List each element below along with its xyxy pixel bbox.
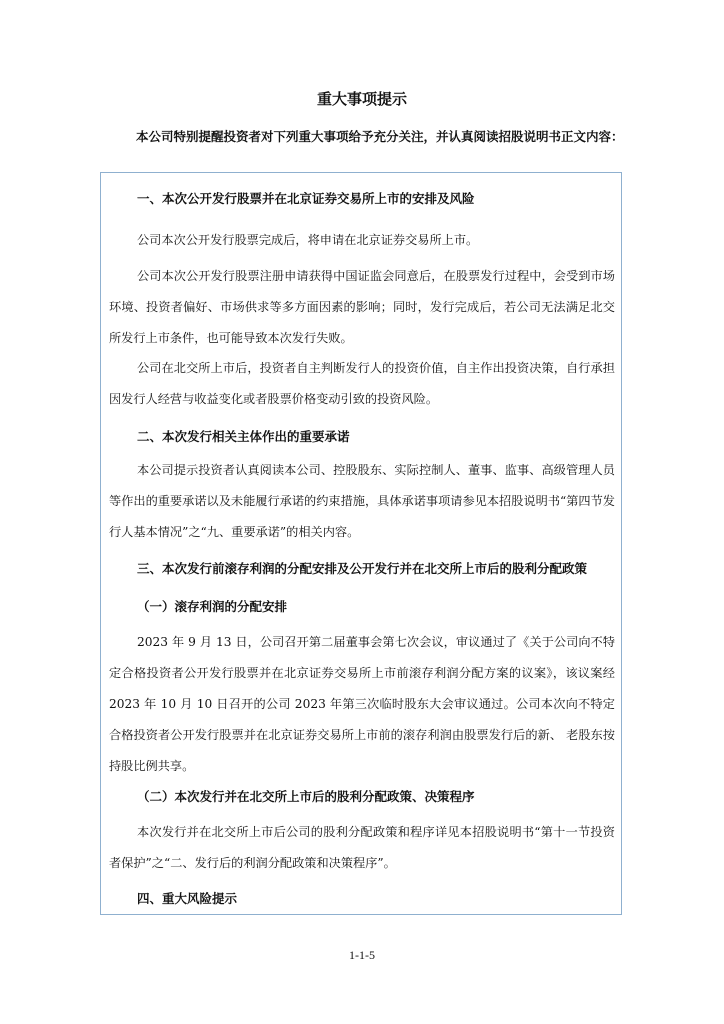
section-3-subheading-2: （二）本次发行并在北交所上市后的股利分配政策、决策程序 — [137, 789, 475, 804]
section-2-paragraph-1: 本公司提示投资者认真阅读本公司、控股股东、实际控制人、董事、监事、高级管理人员等作出的重要承诺以及未能履行承诺的约束措施，具体承诺事项请参见本招股说明书“第四节发行人基本情况”之“九、重要承诺”的相关内容。 — [109, 463, 615, 539]
content-box — [100, 172, 622, 915]
section-3-paragraph-2: 本次发行并在北交所上市后公司的股利分配政策和程序详见本招股说明书“第十一节投资者保护”之“二、发行后的利润分配政策和决策程序”。 — [109, 825, 615, 870]
section-2-heading: 二、本次发行相关主体作出的重要承诺 — [137, 429, 350, 444]
section-1-paragraph-1: 公司本次公开发行股票完成后，将申请在北京证券交易所上市。 — [137, 233, 479, 247]
section-3-heading: 三、本次发行前滚存利润的分配安排及公开发行并在北交所上市后的股利分配政策 — [137, 561, 588, 576]
section-1-paragraph-2: 公司本次公开发行股票注册申请获得中国证监会同意后，在股票发行过程中，会受到市场环境、投资者偏好、市场供求等多方面因素的影响；同时，发行完成后，若公司无法满足北交所发行上市条件，也可能导致本次发行失败。 — [109, 269, 615, 345]
page-title: 重大事项提示 — [316, 90, 407, 108]
section-3-paragraph-1: 2023 年 9 月 13 日，公司召开第二届董事会第七次会议，审议通过了《关于公司向不特定合格投资者公开发行股票并在北京证券交易所上市前滚存利润分配方案的议案》，该议案经 2023 年 10 月 10 日召开的公司 2023 年第三次临时股东大会审议通过。公司本次向不特定合格投资者公开发行股票并在北京证券交易所上市前的滚存利润由股票发行后的新、 老股东按持股比例共享。 — [109, 635, 615, 773]
section-1-heading: 一、本次公开发行股票并在北京证券交易所上市的安排及风险 — [137, 191, 475, 206]
section-3-subheading-1: （一）滚存利润的分配安排 — [137, 599, 288, 614]
page-number: 1-1-5 — [349, 948, 375, 962]
intro-paragraph: 本公司特别提醒投资者对下列重大事项给予充分关注，并认真阅读招股说明书正文内容： — [136, 129, 624, 144]
section-4-heading: 四、重大风险提示 — [137, 891, 238, 906]
section-1-paragraph-3: 公司在北交所上市后，投资者自主判断发行人的投资价值，自主作出投资决策，自行承担因发行人经营与收益变化或者股票价格变动引致的投资风险。 — [109, 361, 615, 406]
